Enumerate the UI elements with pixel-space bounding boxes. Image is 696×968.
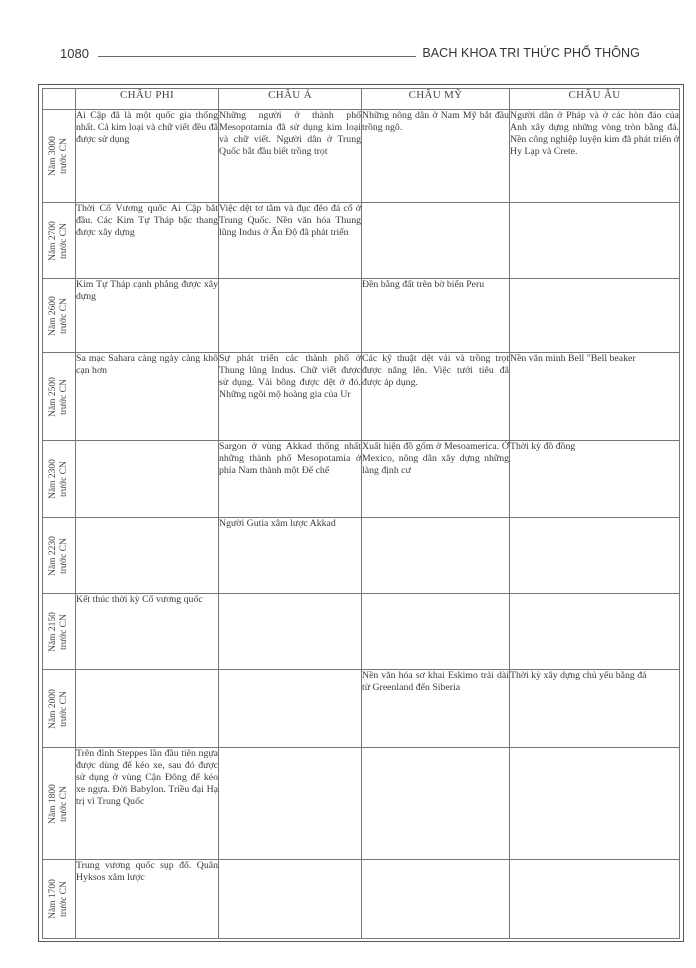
asia-cell xyxy=(219,594,362,670)
asia-cell: Người Gutia xâm lược Akkad xyxy=(219,518,362,594)
year-label: Năm 2300 trước CN xyxy=(48,459,69,499)
europe-cell xyxy=(510,518,680,594)
year-label: Năm 2000 trước CN xyxy=(48,688,69,729)
asia-cell: Sự phát triển các thành phố ở Thung lũng Indus. Chữ viết được sử dụng. Vải bông được dệt ở đó. Những ngôi mộ hoàng gia của Ur xyxy=(219,353,362,441)
corner-cell xyxy=(43,89,76,110)
europe-cell: Người dân ở Pháp và ở các hòn đảo của Anh xây dựng những vòng tròn bằng đá. Nền công nghiệp luyện kim đã phát triển ở Hy Lạp và Crete. xyxy=(510,110,680,203)
america-cell xyxy=(362,860,510,939)
page-header xyxy=(60,42,640,66)
header-row xyxy=(43,89,680,110)
year-label: Năm 2700 trước CN xyxy=(48,220,69,261)
year-cell xyxy=(43,441,76,518)
europe-cell xyxy=(510,860,680,939)
year-label: Năm 1800 trước CN xyxy=(48,783,69,824)
year-cell xyxy=(43,110,76,203)
asia-cell: Sargon ở vùng Akkad thống nhất những thành phố Mesopotamia ở phía Nam thành một Đế chế xyxy=(219,441,362,518)
year-label: Năm 2150 trước CN xyxy=(48,611,69,652)
year-cell xyxy=(43,203,76,279)
america-cell: Những nông dân ở Nam Mỹ bắt đầu trồng ngô. xyxy=(362,110,510,203)
asia-cell: Việc dệt tơ tằm và đục đẽo đá cổ ở Trung Quốc. Nền văn hóa Thung lũng Indus ở Ấn Độ đã phát triển xyxy=(219,203,362,279)
africa-cell: Sa mạc Sahara càng ngày càng khô cạn hơn xyxy=(76,353,219,441)
year-cell xyxy=(43,279,76,353)
timeline-table xyxy=(42,88,680,939)
europe-cell: Nền văn minh Bell "Bell beaker xyxy=(510,353,680,441)
year-cell xyxy=(43,860,76,939)
africa-cell: Trung vương quốc sụp đổ. Quân Hyksos xâm lược xyxy=(76,860,219,939)
year-label: Năm 2500 trước CN xyxy=(48,376,69,417)
table-row xyxy=(43,518,680,594)
table-row xyxy=(43,203,680,279)
asia-cell xyxy=(219,860,362,939)
table-row xyxy=(43,594,680,670)
table-row xyxy=(43,279,680,353)
africa-cell xyxy=(76,670,219,748)
africa-cell xyxy=(76,518,219,594)
year-cell xyxy=(43,748,76,860)
europe-cell xyxy=(510,594,680,670)
america-cell: Đền bằng đất trên bờ biển Peru xyxy=(362,279,510,353)
book-title: BACH KHOA TRI THỨC PHỔ THÔNG xyxy=(422,46,640,60)
europe-cell: Thời kỳ xây dựng chủ yếu bằng đá xyxy=(510,670,680,748)
table-row xyxy=(43,748,680,860)
europe-cell: Thời kỳ đồ đồng xyxy=(510,441,680,518)
africa-cell: Trên đỉnh Steppes lần đầu tiên ngựa được dùng để kéo xe, sau đó được sử dụng ở vùng Cận Đông để kéo xe ngựa. Đời Babylon. Triều đại Hạ trị vì Trung Quốc xyxy=(76,748,219,860)
column-header-america: CHÂU MỸ xyxy=(362,89,510,110)
africa-cell xyxy=(76,441,219,518)
table-row xyxy=(43,441,680,518)
page-number: 1080 xyxy=(60,46,89,61)
america-cell xyxy=(362,748,510,860)
america-cell xyxy=(362,203,510,279)
year-label: Năm 2230 trước CN xyxy=(48,535,69,576)
table-row xyxy=(43,670,680,748)
year-label: Năm 3000 trước CN xyxy=(48,136,69,176)
column-header-europe: CHÂU ÂU xyxy=(510,89,680,110)
america-cell: Xuất hiện đồ gốm ở Mesoamerica. Ở Mexico, nông dân xây dựng những làng định cư xyxy=(362,441,510,518)
asia-cell xyxy=(219,279,362,353)
year-cell xyxy=(43,670,76,748)
year-label: Năm 2600 trước CN xyxy=(48,295,69,336)
africa-cell: Kết thúc thời kỳ Cổ vương quốc xyxy=(76,594,219,670)
america-cell: Nền văn hóa sơ khai Eskimo trải dài từ Greenland đến Siberia xyxy=(362,670,510,748)
column-header-asia: CHÂU Á xyxy=(219,89,362,110)
year-cell xyxy=(43,518,76,594)
header-rule xyxy=(98,56,416,57)
table-row xyxy=(43,353,680,441)
asia-cell xyxy=(219,748,362,860)
asia-cell xyxy=(219,670,362,748)
year-label: Năm 1700 trước CN xyxy=(48,879,69,919)
table-row xyxy=(43,110,680,203)
africa-cell: Kim Tự Tháp cạnh phẳng được xây dựng xyxy=(76,279,219,353)
america-cell xyxy=(362,594,510,670)
america-cell xyxy=(362,518,510,594)
america-cell: Các kỹ thuật dệt vải và trồng trọt được nâng lên. Việc tưới tiêu đã được áp dụng. xyxy=(362,353,510,441)
column-header-africa: CHÂU PHI xyxy=(76,89,219,110)
year-cell xyxy=(43,594,76,670)
europe-cell xyxy=(510,279,680,353)
table-row xyxy=(43,860,680,939)
europe-cell xyxy=(510,748,680,860)
africa-cell: Ai Cập đã là một quốc gia thống nhất. Cả kim loại và chữ viết đều đã được sử dụng xyxy=(76,110,219,203)
year-cell xyxy=(43,353,76,441)
africa-cell: Thời Cổ Vương quốc Ai Cập bắt đầu. Các Kim Tự Tháp bậc thang được xây dựng xyxy=(76,203,219,279)
europe-cell xyxy=(510,203,680,279)
asia-cell: Những người ở thành phố Mesopotamia đã sử dụng kim loại và chữ viết. Người dân ở Trung Quốc bắt đầu biết trồng trọt xyxy=(219,110,362,203)
